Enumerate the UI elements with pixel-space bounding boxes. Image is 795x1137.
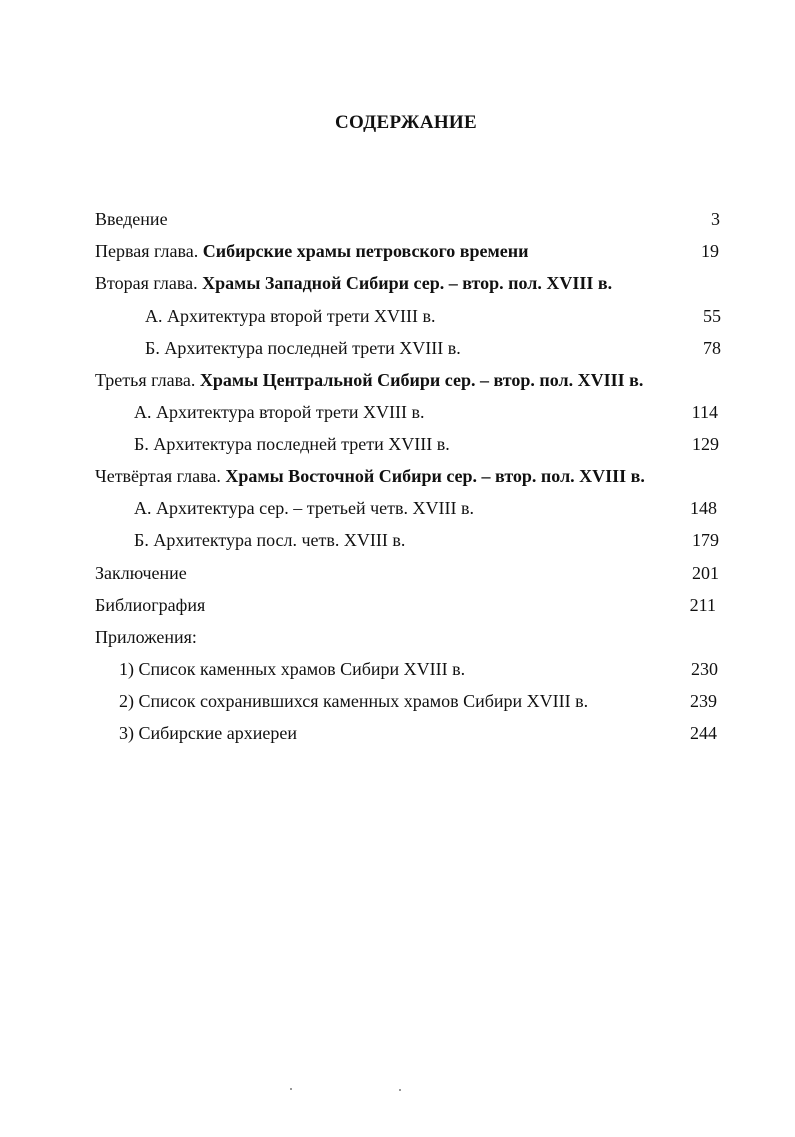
toc-page-number: 201 xyxy=(692,563,719,583)
scan-speck xyxy=(290,1088,292,1090)
toc-page-number: 114 xyxy=(691,402,718,422)
chapter-title: Сибирские храмы петровского времени xyxy=(202,241,529,261)
toc-label xyxy=(95,367,643,393)
toc-label xyxy=(95,270,612,296)
toc-entry-chapter-1[interactable] xyxy=(0,238,795,264)
toc-label: Приложения: xyxy=(95,627,197,647)
chapter-prefix: Третья глава. xyxy=(95,370,196,390)
toc-page-number: 179 xyxy=(692,530,719,550)
toc-page-number: 211 xyxy=(689,595,716,615)
appendix-number: 3) xyxy=(119,723,134,743)
toc-entry-conclusion[interactable] xyxy=(0,560,795,586)
toc-label xyxy=(95,463,645,489)
toc-page-number: 3 xyxy=(711,209,720,229)
toc-label: Б. Архитектура последней трети XVIII в. xyxy=(134,434,450,454)
chapter-title: Храмы Восточной Сибири сер. – втор. пол. XVIII в. xyxy=(225,466,645,486)
toc-entry-appendix-1[interactable] xyxy=(0,656,795,682)
chapter-prefix: Четвёртая глава. xyxy=(95,466,221,486)
toc-entry-chapter-3b[interactable] xyxy=(0,431,795,457)
toc-entry-chapter-2[interactable] xyxy=(0,270,795,296)
toc-entry-chapter-3a[interactable] xyxy=(0,399,795,425)
toc-entry-appendix-2[interactable] xyxy=(0,688,795,714)
chapter-prefix: Вторая глава. xyxy=(95,273,198,293)
toc-page-number: 55 xyxy=(703,306,721,326)
toc-label: Библиография xyxy=(95,595,206,615)
toc-entry-chapter-4b[interactable] xyxy=(0,527,795,553)
page-title: СОДЕРЖАНИЕ xyxy=(335,112,477,133)
toc-label xyxy=(95,238,529,264)
chapter-title: Храмы Западной Сибири сер. – втор. пол. XVIII в. xyxy=(202,273,613,293)
toc-label: Б. Архитектура последней трети XVIII в. xyxy=(145,338,461,358)
toc-entry-appendices[interactable] xyxy=(0,624,795,650)
toc-label: Б. Архитектура посл. четв. XVIII в. xyxy=(134,530,406,550)
toc-entry-chapter-4[interactable] xyxy=(0,463,795,489)
toc-page-number: 244 xyxy=(690,723,717,743)
toc-label xyxy=(119,656,465,682)
scan-speck xyxy=(399,1089,401,1091)
chapter-title: Храмы Центральной Сибири сер. – втор. пол. XVIII в. xyxy=(199,370,644,390)
appendix-title: Сибирские архиереи xyxy=(138,723,298,743)
toc-entry-bibliography[interactable] xyxy=(0,592,795,618)
appendix-title: Список сохранившихся каменных храмов Сибири XVIII в. xyxy=(138,691,589,711)
toc-label: Заключение xyxy=(95,563,187,583)
toc-entry-chapter-3[interactable] xyxy=(0,367,795,393)
toc-page-number: 19 xyxy=(701,241,719,261)
chapter-prefix: Первая глава. xyxy=(95,241,199,261)
toc-label: А. Архитектура второй трети XVIII в. xyxy=(134,402,425,422)
toc-page-number: 230 xyxy=(691,659,718,679)
toc-page-number: 148 xyxy=(690,498,717,518)
toc-label: А. Архитектура сер. – третьей четв. XVIII в. xyxy=(134,498,474,518)
toc-page-number: 239 xyxy=(690,691,717,711)
appendix-number: 2) xyxy=(119,691,134,711)
toc-label xyxy=(119,688,588,714)
toc-entry-chapter-2b[interactable] xyxy=(0,335,795,361)
toc-label: Введение xyxy=(95,209,168,229)
toc-label: А. Архитектура второй трети XVIII в. xyxy=(145,306,436,326)
toc-page-number: 129 xyxy=(692,434,719,454)
toc-entry-introduction[interactable] xyxy=(0,206,795,232)
toc-entry-chapter-2a[interactable] xyxy=(0,303,795,329)
toc-entry-appendix-3[interactable] xyxy=(0,720,795,746)
toc-label xyxy=(119,720,297,746)
appendix-title: Список каменных храмов Сибири XVIII в. xyxy=(138,659,466,679)
toc-page-number: 78 xyxy=(703,338,721,358)
appendix-number: 1) xyxy=(119,659,134,679)
toc-entry-chapter-4a[interactable] xyxy=(0,495,795,521)
